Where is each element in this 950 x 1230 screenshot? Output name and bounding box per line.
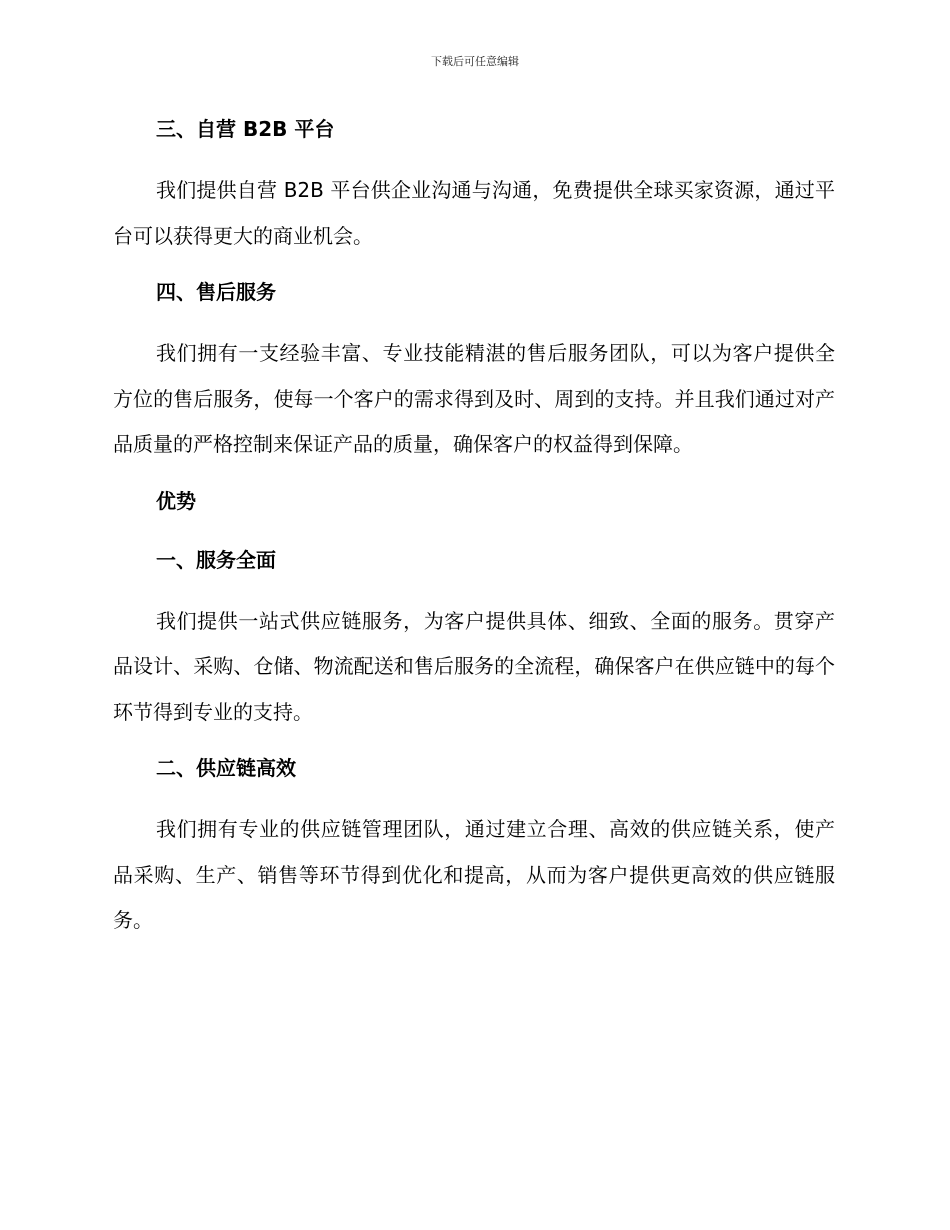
section-heading-efficient-supply-chain: 二、供应链高效 xyxy=(156,756,296,780)
section-heading-advantages: 优势 xyxy=(156,488,196,513)
section-paragraph-after-sales: 我们拥有一支经验丰富、专业技能精湛的售后服务团队，可以为客户提供全方位的售后服务，使每一个客户的需求得到及时、周到的支持。并且我们通过对产品质量的严格控制来保证产品的质量，确保客户的权益得到保障。 xyxy=(113,341,835,456)
section-heading-comprehensive-service: 一、服务全面 xyxy=(156,547,276,572)
section-heading-after-sales: 四、售后服务 xyxy=(156,280,276,304)
section-paragraph-b2b-platform: 我们提供自营 B2B 平台供企业沟通与沟通，免费提供全球买家资源，通过平台可以获得更大的商业机会。 xyxy=(113,178,835,248)
page-header: 下载后可任意编辑 xyxy=(431,55,519,68)
section-paragraph-efficient-supply-chain: 我们拥有专业的供应链管理团队，通过建立合理、高效的供应链关系，使产品采购、生产、销售等环节得到优化和提高，从而为客户提供更高效的供应链服务。 xyxy=(113,817,835,932)
section-heading-b2b-platform: 三、自营 B2B 平台 xyxy=(156,117,335,141)
section-paragraph-comprehensive-service: 我们提供一站式供应链服务，为客户提供具体、细致、全面的服务。贯穿产品设计、采购、仓储、物流配送和售后服务的全流程，确保客户在供应链中的每个环节得到专业的支持。 xyxy=(113,608,835,724)
document-body xyxy=(113,109,835,957)
